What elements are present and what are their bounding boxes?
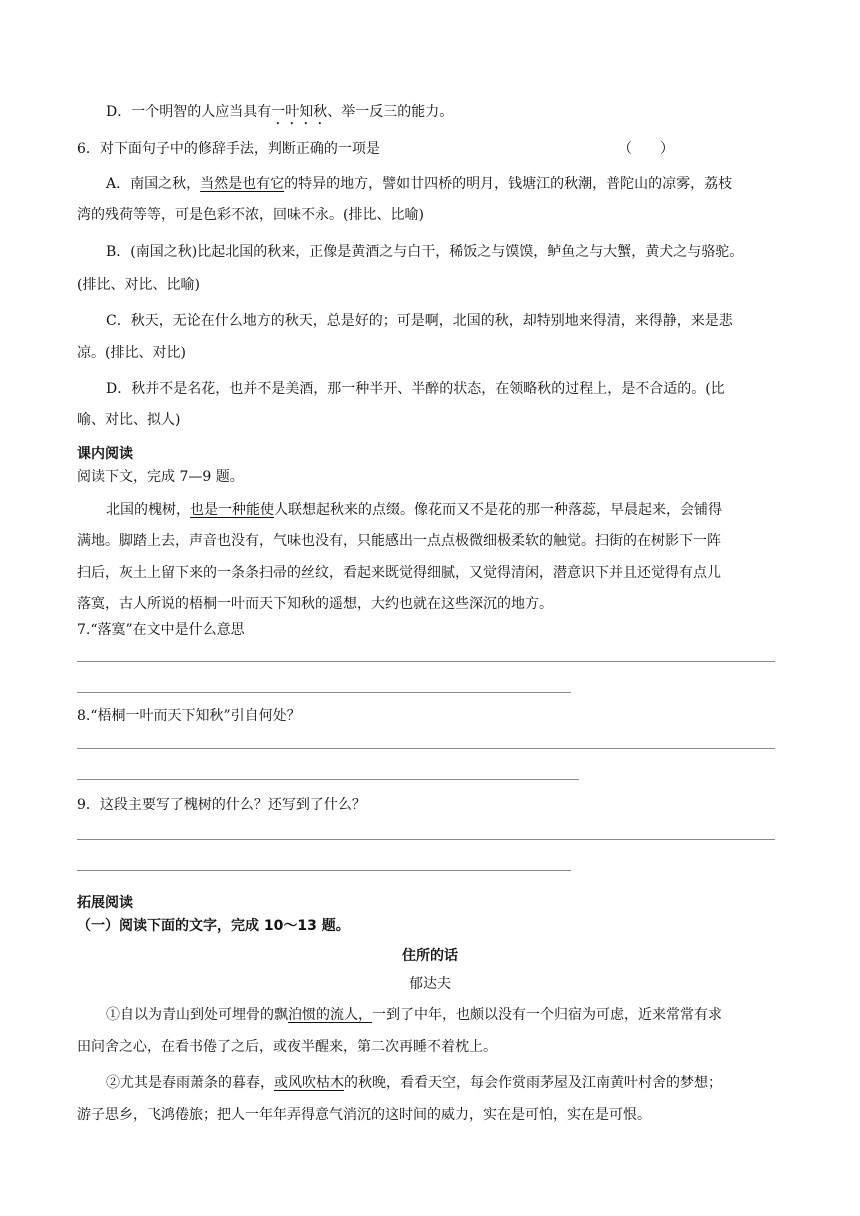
question-9: 9．这段主要写了槐树的什么？还写到了什么？ <box>77 797 366 813</box>
q6-option-b-line1: B．(南国之秋)比起北国的秋来，正像是黄酒之与白干，稀饭之与馍馍，鲈鱼之与大蟹，黄犬之与骆驼。 <box>106 244 744 260</box>
q5-option-d-text: D．一个明智的人应当具有 <box>106 104 272 120</box>
q6-option-a-line2: 湾的残荷等等，可是色彩不浓，回味不永。(排比、比喻) <box>77 207 424 223</box>
answer-line-9b[interactable] <box>77 870 571 871</box>
section-heading-extended: 拓展阅读 <box>77 895 133 911</box>
answer-line-9a[interactable] <box>77 839 775 840</box>
section-heading-inclass: 课内阅读 <box>77 446 133 462</box>
question-7: 7.“落寞”在文中是什么意思 <box>77 622 245 638</box>
article-author: 郁达夫 <box>409 976 451 992</box>
article-para1-line2: 田问舍之心，在看书倦了之后，或夜半醒来，第二次再睡不着枕上。 <box>77 1039 497 1055</box>
article-para2-line2: 游子思乡，飞鸿倦旅；把人一年年弄得意气消沉的这时间的威力，实在是可怕，实在是可恨。 <box>77 1107 651 1123</box>
q6-option-a-tail: 的特异的地方，譬如廿四桥的明月，钱塘江的秋潮，普陀山的凉雾，荔枝 <box>284 176 733 192</box>
inclass-instruction: 阅读下文，完成 7—9 题。 <box>77 469 244 485</box>
q6-option-c-line2: 凉。(排比、对比) <box>77 345 186 361</box>
q6-option-d-line2: 喻、对比、拟人) <box>77 412 181 428</box>
article-para2-tail: 的秋晚，看看天空，每会作赏雨茅屋及江南黄叶村舍的梦想； <box>344 1075 722 1091</box>
q6-stem: 6．对下面句子中的修辞手法，判断正确的一项是 <box>77 141 380 157</box>
q6-option-a-text: A．南国之秋， <box>106 176 201 192</box>
answer-line-7a[interactable] <box>77 661 775 662</box>
q6-option-b-line2: (排比、对比、比喻) <box>77 277 200 293</box>
passage-line-2: 满地。脚踏上去，声音也没有，气味也没有，只能感出一点点极微细极柔软的触觉。扫街的在树影下一阵 <box>77 533 721 549</box>
q5-option-d-tail: 、举一反三的能力。 <box>327 104 454 120</box>
q5-option-d <box>106 102 453 128</box>
q6-option-a-line1 <box>106 174 732 194</box>
answer-line-7b[interactable] <box>77 692 571 693</box>
passage-line-1-text: 北国的槐树， <box>106 502 190 518</box>
article-para2-underlined: 或风吹枯木 <box>274 1075 344 1091</box>
q5-option-d-dotted: 一叶知秋 <box>271 104 328 120</box>
passage-line-1-tail: 人联想起秋来的点缀。像花而又不是花的那一种落蕊，早晨起来，会铺得 <box>274 502 722 518</box>
question-8: 8.“梧桐一叶而天下知秋”引自何处？ <box>77 708 301 724</box>
extended-instruction: （一）阅读下面的文字，完成 10～13 题。 <box>77 918 350 934</box>
article-para2-line1 <box>106 1073 722 1093</box>
article-para1-tail: 一到了中年，也颇以没有一个归宿为可虑，近来常常有求 <box>372 1007 722 1023</box>
passage-line-3: 扫后，灰土上留下来的一条条扫帚的丝纹，看起来既觉得细腻，又觉得清闲，潜意识下并且还觉得有点儿 <box>77 565 721 581</box>
passage-line-4: 落寞，古人所说的梧桐一叶而天下知秋的遥想，大约也就在这些深沉的地方。 <box>77 596 553 612</box>
passage-line-1 <box>106 500 722 520</box>
article-para1-underlined: 泊惯的流人， <box>288 1007 372 1023</box>
article-para1-text: ①自以为青山到处可埋骨的飘 <box>106 1007 288 1023</box>
q6-option-d-line1: D．秋并不是名花，也并不是美酒，那一种半开、半醉的状态，在领略秋的过程上，是不合适的。(比 <box>106 381 725 397</box>
answer-line-8a[interactable] <box>77 748 775 749</box>
q6-option-a-underlined: 当然是也有它 <box>200 176 285 192</box>
article-title: 住所的话 <box>402 948 458 964</box>
q6-answer-bracket: （ ） <box>618 141 674 157</box>
q6-option-c-line1: C．秋天，无论在什么地方的秋天，总是好的；可是啊，北国的秋，却特别地来得清，来得静，来是悲 <box>106 313 733 329</box>
passage-underlined-phrase: 也是一种能使 <box>190 502 274 518</box>
article-para2-text: ②尤其是春雨萧条的暮春， <box>106 1075 274 1091</box>
answer-line-8b[interactable] <box>77 779 579 780</box>
article-para1-line1 <box>106 1005 722 1025</box>
